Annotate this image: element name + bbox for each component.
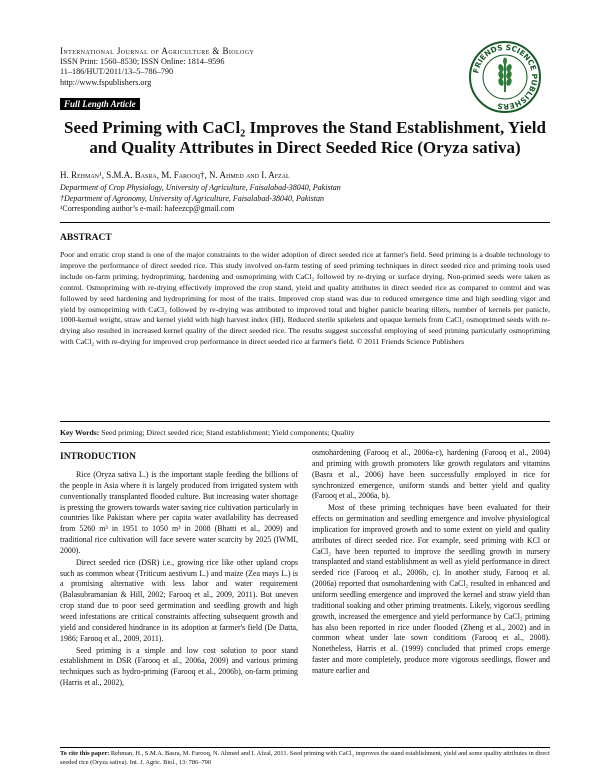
affiliation-1: Department of Crop Physiology, University of Agriculture, Faisalabad-38040, Pakistan (60, 183, 341, 192)
divider (60, 442, 550, 443)
citation (60, 750, 550, 767)
paragraph: Most of these priming techniques have been evaluated for their effects on germination and seedling emergence and involve physiological implication for improved growth and to some extent on yield and quality attributes of direct seeded rice. For example, seed priming with KCl or CaCl₂ have been reported to improve the seedling growth in nursery transplanted and stand establishment as well as yield performance in direct seeded rice (Farooq et al., 2006b, c). In another study, Farooq et al. (2006a) reported that osmohardening with CaCl₂ resulted in enhanced and uniform seedling emergence and improved the kernel and straw yield than traditional soaking and other priming treatments. Likely, vigorous seedling growth, increased the emergence and yield performance by CaCl₂ priming has also been reported in rice under flooded (Zheng et al., 2002) and in common wheat under late sown conditions (Farooq et al., 2008). Nonetheless, Harris et al. (1999) concluded that primed crops emerge faster and more completely, produce more vigorous seedlings, flower and mature earlier and (312, 503, 550, 675)
corresponding-email: ¹Corresponding author’s e-mail: hafeezcp@gmail.com (60, 204, 235, 213)
wheat-icon (497, 58, 512, 93)
citation-label: To cite this paper: (60, 750, 110, 757)
divider (60, 421, 550, 422)
journal-issn: ISSN Print: 1560–8530; ISSN Online: 1814–9596 (60, 56, 225, 66)
publisher-logo (468, 40, 542, 114)
affiliations (60, 183, 341, 215)
keywords (60, 428, 354, 437)
affiliation-2: †Department of Agronomy, University of Agriculture, Faisalabad-38040, Pakistan (60, 193, 324, 203)
keywords-text: Seed priming; Direct seeded rice; Stand establishment; Yield components; Quality (101, 428, 355, 437)
paragraph: Seed priming is a simple and low cost solution to poor stand establishment in DSR (Farooq et al., 2006a, 2009) and various priming techniques such as hydro-priming (Farooq et al., 2006b), on-farm priming (Harris et al., 2002), (60, 645, 298, 688)
keywords-label: Key Words: (60, 428, 100, 437)
journal-url[interactable]: http://www.fspublishers.org (60, 77, 152, 87)
journal-title: International Journal of Agriculture & Biology (60, 46, 255, 56)
paragraph: Rice (Oryza sativa L.) is the important staple feeding the billions of the people in Asia where it is largely produced from irrigated system with conventionally transplanted flooded culture. But increasing water shortage is pressing the growers towards water saving rice cultivation particularly in countries like Pakistan where per capita water availability has decreased from 5260 m³ in 1951 to 1050 m³ in 2008 (Bhatti et al., 2009) and traditional rice cultivation will face severe water scarcity by 2025 (IWMI, 2000). (60, 470, 298, 555)
authors: H. Rehman¹, S.M.A. Basra, M. Farooq†, N. Ahmed and I. Afzal (60, 170, 290, 180)
abstract-heading: ABSTRACT (60, 233, 112, 243)
paragraph: osmohardening (Farooq et al., 2006a-c), hardening (Farooq et al., 2004) and priming with growth promoters like growth regulators and vitamins (Basra et al., 2006) have been successfully employed in rice for synchronized emergence, uniform stands and better yield and quality (Farooq et al., 2006a, b). (312, 448, 550, 501)
abstract-text: Poor and erratic crop stand is one of the major constraints to the wider adoption of direct seeded rice at farmer's field. Seed priming is a doable technology to improve the performance of direct seeded rice. This study involved on-farm testing of seed priming techniques in direct seeded rice and priming tools used include on-farm priming, hydropriming, hardening and osmopriming with CaCl₂ followed by re-drying or surface drying. Non-primed seeds were taken as control. Osmopriming with re-drying effectively improved the crop stand, yield and quality attributes in direct seeded rice as compared to control and was followed by seed hardening and hydropriming for most of the traits. Improved crop stand was due to reduced emergence time and high seedling vigor and yield by osmopriming with CaCl₂ followed by re-drying was attributed to improved total and higher panicle bearing tillers, number of kernels per panicle, 1000-kernel weight, straw and kernel yield with high harvest index (HI). Reduced sterile spikelets and opaque kernels from CaCl₂ osmoprimed seeds with re-drying also resulted in increased kernel quality of the direct seeded rice. The results suggest successful employing of seed priming particularly osmopriming with CaCl₂ with re-drying for improved crop performance in direct seeded rice at farmer's field. © 2011 Friends Science Publishers (60, 250, 550, 347)
journal-code: 11–186/HUT/2011/13–5–786–790 (60, 67, 174, 77)
logo-text: FRIENDS SCIENCE PUBLISHERS (471, 42, 540, 112)
divider (60, 222, 550, 223)
citation-text: Rehman, H., S.M.A. Basra, M. Farooq, N. Ahmed and I. Afzal, 2011. Seed priming with CaCl₂ improves the stand establishment, yield and some quality attributes in direct seeded rice (Oryza sativa). Int. J. Agric. Biol., 13: 786–790 (60, 750, 550, 766)
journal-header (60, 46, 254, 88)
article-type-badge: Full Length Article (60, 98, 140, 110)
paragraph: Direct seeded rice (DSR) i.e., growing rice like other upland crops such as common wheat (Triticum aestivum L.) and maize (Zea mays L.) is a promising alternative with less labor and water requirement (Balasubramanian & Hill, 2002; Farooq et al., 2009, 2011). But uneven crop stand due to poor seed germination and seedling growth and high weed infestations are critical constraints affecting subsequent growth and yield and considered hindrance in its adoption at farmer's field (De Datta, 1986; Farooq et al., 2009, 2011). (60, 557, 298, 643)
right-column (312, 448, 550, 678)
paper-title: Seed Priming with CaCl₂ Improves the Stand Establishment, Yield and Quality Attributes in Direct Seeded Rice (Oryza sativa) (64, 118, 546, 157)
divider (60, 747, 550, 748)
introduction-heading: INTRODUCTION (60, 452, 137, 462)
left-column (60, 470, 298, 690)
